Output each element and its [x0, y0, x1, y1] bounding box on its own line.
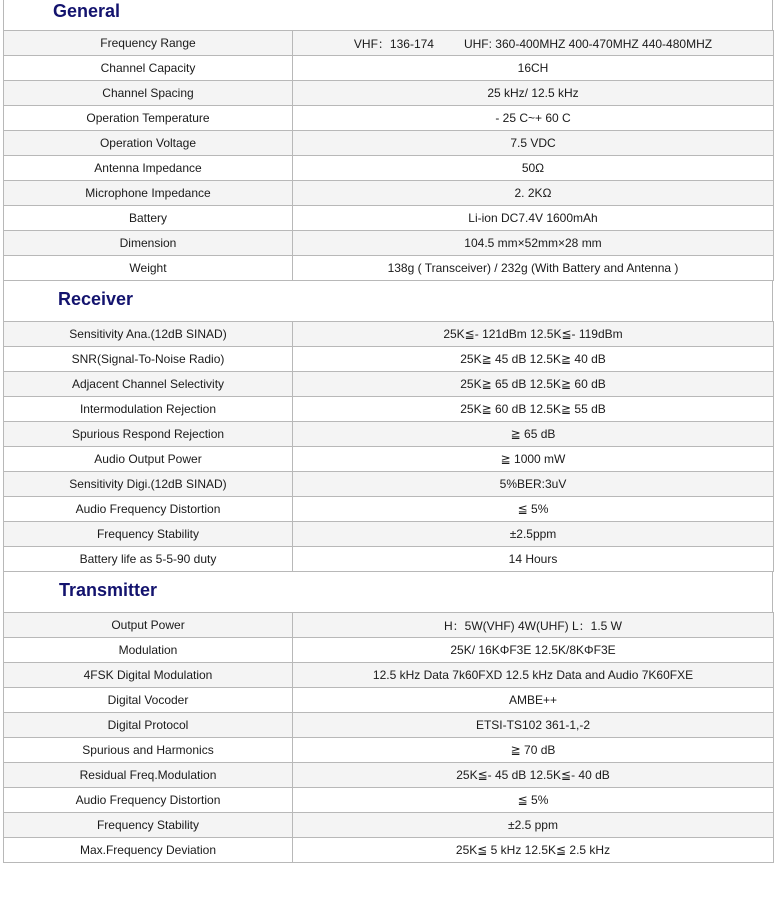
spec-sheet: [3, 0, 773, 863]
spec-row: [4, 472, 774, 497]
spec-label: Digital Protocol: [4, 713, 293, 738]
section-title-general: General: [3, 0, 773, 30]
spec-row: [4, 788, 774, 813]
spec-row: [4, 638, 774, 663]
spec-row: [4, 256, 774, 281]
spec-row: [4, 663, 774, 688]
spec-value: 25K/ 16KΦF3E 12.5K/8KΦF3E: [293, 638, 774, 663]
spec-row: [4, 838, 774, 863]
spec-value: ≦ 5%: [293, 788, 774, 813]
spec-label: Spurious Respond Rejection: [4, 422, 293, 447]
spec-label: Operation Voltage: [4, 131, 293, 156]
spec-value: ±2.5 ppm: [293, 813, 774, 838]
spec-label: Weight: [4, 256, 293, 281]
spec-label: Battery: [4, 206, 293, 231]
spec-row: [4, 813, 774, 838]
spec-row: [4, 397, 774, 422]
spec-label: Sensitivity Digi.(12dB SINAD): [4, 472, 293, 497]
spec-row: [4, 447, 774, 472]
spec-row: [4, 231, 774, 256]
spec-label: SNR(Signal-To-Noise Radio): [4, 347, 293, 372]
spec-value: - 25 C~+ 60 C: [293, 106, 774, 131]
spec-value: 25K≧ 65 dB 12.5K≧ 60 dB: [293, 372, 774, 397]
section-title-receiver: Receiver: [3, 281, 773, 321]
spec-label: Digital Vocoder: [4, 688, 293, 713]
spec-value: 25K≧ 45 dB 12.5K≧ 40 dB: [293, 347, 774, 372]
spec-row: [4, 106, 774, 131]
spec-value: ≧ 70 dB: [293, 738, 774, 763]
spec-value: Li-ion DC7.4V 1600mAh: [293, 206, 774, 231]
spec-label: Output Power: [4, 613, 293, 638]
spec-row: [4, 56, 774, 81]
spec-label: Channel Capacity: [4, 56, 293, 81]
spec-value: 5%BER:3uV: [293, 472, 774, 497]
spec-label: Dimension: [4, 231, 293, 256]
spec-value: 2. 2KΩ: [293, 181, 774, 206]
spec-label: Operation Temperature: [4, 106, 293, 131]
spec-value: 25K≦ 5 kHz 12.5K≦ 2.5 kHz: [293, 838, 774, 863]
spec-value: 7.5 VDC: [293, 131, 774, 156]
spec-label: Audio Frequency Distortion: [4, 788, 293, 813]
spec-value: 25K≧ 60 dB 12.5K≧ 55 dB: [293, 397, 774, 422]
spec-row: [4, 347, 774, 372]
spec-label: Frequency Stability: [4, 522, 293, 547]
spec-row: [4, 497, 774, 522]
spec-row: [4, 763, 774, 788]
spec-label: Audio Frequency Distortion: [4, 497, 293, 522]
spec-label: Spurious and Harmonics: [4, 738, 293, 763]
spec-value: H：5W(VHF) 4W(UHF) L：1.5 W: [293, 613, 774, 638]
spec-table-receiver: [3, 321, 774, 572]
spec-row: [4, 522, 774, 547]
spec-value: 50Ω: [293, 156, 774, 181]
spec-row: [4, 738, 774, 763]
spec-label: Modulation: [4, 638, 293, 663]
spec-label: Channel Spacing: [4, 81, 293, 106]
spec-row: [4, 81, 774, 106]
spec-value: ≦ 5%: [293, 497, 774, 522]
section-title-transmitter: Transmitter: [3, 572, 773, 612]
spec-value: 104.5 mm×52mm×28 mm: [293, 231, 774, 256]
spec-value: 25 kHz/ 12.5 kHz: [293, 81, 774, 106]
spec-row: [4, 372, 774, 397]
spec-label: Antenna Impedance: [4, 156, 293, 181]
spec-row: [4, 31, 774, 56]
spec-value: 25K≦- 121dBm 12.5K≦- 119dBm: [293, 322, 774, 347]
spec-label: Microphone Impedance: [4, 181, 293, 206]
spec-label: Intermodulation Rejection: [4, 397, 293, 422]
spec-row: [4, 422, 774, 447]
spec-value: 12.5 kHz Data 7k60FXD 12.5 kHz Data and Audio 7K60FXE: [293, 663, 774, 688]
spec-table-general: [3, 30, 774, 281]
spec-label: Sensitivity Ana.(12dB SINAD): [4, 322, 293, 347]
spec-value: 16CH: [293, 56, 774, 81]
spec-value: ±2.5ppm: [293, 522, 774, 547]
spec-value: 14 Hours: [293, 547, 774, 572]
spec-label: Residual Freq.Modulation: [4, 763, 293, 788]
spec-label: Adjacent Channel Selectivity: [4, 372, 293, 397]
spec-value: 138g ( Transceiver) / 232g (With Battery and Antenna ): [293, 256, 774, 281]
spec-value: ETSI-TS102 361-1,-2: [293, 713, 774, 738]
spec-row: [4, 322, 774, 347]
spec-value: VHF：136-174 UHF: 360-400MHZ 400-470MHZ 440-480MHZ: [293, 31, 774, 56]
spec-row: [4, 547, 774, 572]
spec-row: [4, 613, 774, 638]
spec-label: Battery life as 5-5-90 duty: [4, 547, 293, 572]
spec-label: Max.Frequency Deviation: [4, 838, 293, 863]
spec-row: [4, 688, 774, 713]
spec-label: 4FSK Digital Modulation: [4, 663, 293, 688]
spec-label: Audio Output Power: [4, 447, 293, 472]
spec-row: [4, 206, 774, 231]
spec-table-transmitter: [3, 612, 774, 863]
spec-row: [4, 713, 774, 738]
spec-value: AMBE++: [293, 688, 774, 713]
spec-row: [4, 156, 774, 181]
spec-label: Frequency Stability: [4, 813, 293, 838]
spec-label: Frequency Range: [4, 31, 293, 56]
spec-value: ≧ 65 dB: [293, 422, 774, 447]
spec-value: ≧ 1000 mW: [293, 447, 774, 472]
spec-value: 25K≦- 45 dB 12.5K≦- 40 dB: [293, 763, 774, 788]
spec-row: [4, 131, 774, 156]
spec-row: [4, 181, 774, 206]
